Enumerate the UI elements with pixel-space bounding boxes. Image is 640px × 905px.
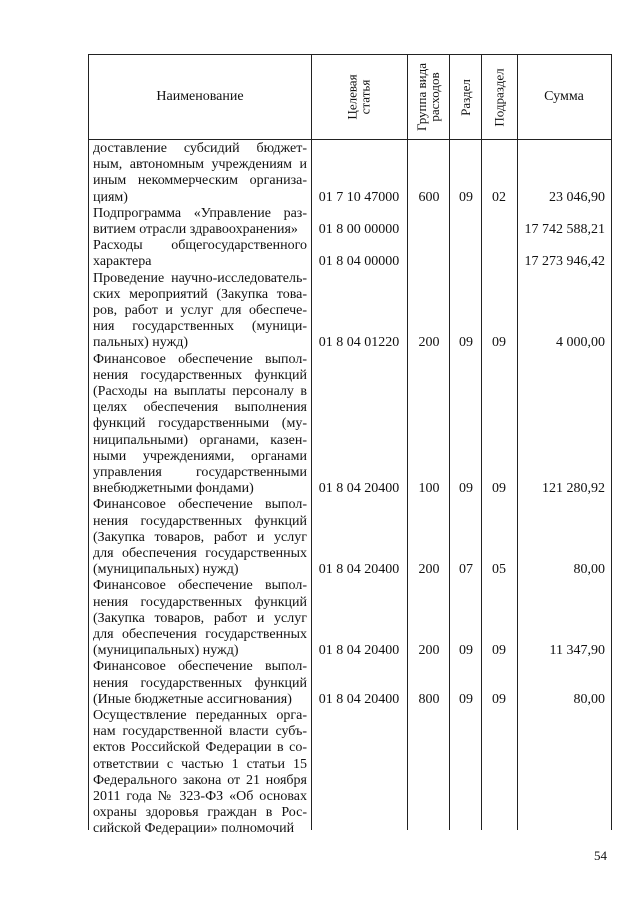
header-group-line: Группа вида (414, 63, 430, 131)
row-group: 800 (418, 691, 440, 707)
row-name-line: Подпрограмма «Управление раз- (93, 205, 307, 221)
row-name-line: Финансовое обеспечение выпол- (93, 578, 307, 594)
row-sum: 17 273 946,42 (524, 254, 605, 270)
row-name-line: ских мероприятий (Закупка това- (93, 286, 307, 302)
row-section: 09 (459, 481, 473, 497)
row-sum: 121 280,92 (542, 481, 605, 497)
header-name (89, 55, 311, 139)
row-code: 01 8 04 20400 (318, 562, 400, 578)
row-subsection: 09 (492, 335, 506, 351)
row-code: 01 8 04 20400 (318, 643, 400, 659)
row-name-line: ниципальными) органами, казен- (93, 432, 307, 448)
header-sum-label: Сумма (544, 89, 584, 104)
row-group: 600 (418, 189, 440, 205)
row-name-line: (муниципальных) нужд) (93, 643, 239, 659)
header-group-label (415, 63, 441, 131)
header-group-line: расходов (427, 72, 443, 122)
row-name (93, 352, 307, 498)
header-group (407, 55, 449, 139)
row-group: 200 (418, 643, 440, 659)
column-divider (407, 55, 408, 830)
row-name-line: ным, автономным учреждениям и (93, 157, 307, 173)
row-name-line: целях обеспечения выполнения (93, 400, 307, 416)
header-section (449, 55, 481, 139)
page-number: 54 (594, 848, 607, 863)
row-name-line: нам государственной власти субъ- (93, 724, 307, 740)
row-name-line: ными учреждениями, органами (93, 448, 307, 464)
row-name (93, 708, 307, 838)
header-subsection (481, 55, 517, 139)
row-name-line: Финансовое обеспечение выпол- (93, 659, 307, 675)
row-name-line: внебюджетными фондами) (93, 481, 254, 497)
row-section: 09 (459, 189, 473, 205)
header-sum (517, 55, 611, 139)
row-sum: 23 046,90 (549, 189, 605, 205)
row-name-line: (муниципальных) нужд) (93, 562, 239, 578)
row-subsection: 09 (492, 481, 506, 497)
row-name-line: Федерального закона от 21 ноября (93, 772, 307, 788)
row-name-line: (Закупка товаров, работ и услуг (93, 610, 307, 626)
row-name-line: ния государственных (муници- (93, 319, 307, 335)
row-name-line: управления государственными (93, 465, 307, 481)
row-name-line: функций государственными (му- (93, 416, 307, 432)
row-name (93, 141, 307, 206)
row-section: 09 (459, 335, 473, 351)
row-name-line: ответствии с частью 1 статьи 15 (93, 756, 307, 772)
row-sum: 80,00 (573, 691, 605, 707)
row-name (93, 238, 307, 270)
row-name-line: 2011 года № 323-ФЗ «Об основах (93, 789, 307, 805)
row-name-line: ров, работ и услуг для обеспече- (93, 303, 307, 318)
header-code-line: Целевая (344, 74, 360, 120)
row-name-line: нения государственных функций (93, 367, 307, 383)
row-subsection: 09 (492, 691, 506, 707)
row-group: 100 (418, 481, 440, 497)
row-group: 200 (418, 335, 440, 351)
row-code: 01 8 04 01220 (318, 335, 400, 351)
row-name-line: (Закупка товаров, работ и услуг (93, 529, 307, 545)
row-name-line: нения государственных функций (93, 513, 307, 529)
row-name-line: Проведение научно-исследователь- (93, 270, 307, 286)
row-group: 200 (418, 562, 440, 578)
header-subsection-label: Подраздел (491, 67, 507, 127)
row-name (93, 578, 307, 659)
column-divider (449, 55, 450, 830)
header-section-label: Раздел (457, 78, 473, 116)
row-name (93, 206, 307, 238)
row-name-line: Расходы общегосударственного (93, 238, 307, 254)
row-name (93, 271, 307, 352)
row-name-line: Осуществление переданных орга- (93, 708, 307, 723)
row-name-line: нения государственных функций (93, 594, 307, 610)
row-sum: 17 742 588,21 (524, 222, 605, 237)
row-name-line: (Расходы на выплаты персоналу в (93, 384, 307, 399)
column-divider (517, 55, 518, 830)
row-code: 01 8 04 20400 (318, 481, 400, 497)
row-name-line: охраны здоровья граждан в Рос- (93, 805, 307, 821)
row-sum: 80,00 (573, 562, 605, 578)
row-code: 01 8 04 20400 (318, 691, 400, 707)
row-section: 09 (459, 691, 473, 707)
row-name-line: витием отрасли здравоохранения» (93, 222, 298, 237)
row-sum: 4 000,00 (556, 335, 605, 351)
header-code (311, 55, 407, 139)
row-code: 01 7 10 47000 (318, 189, 400, 205)
row-name-line: для обеспечения государственных (93, 546, 307, 561)
row-subsection: 05 (492, 562, 506, 578)
row-sum: 11 347,90 (549, 643, 605, 659)
row-subsection: 09 (492, 643, 506, 659)
row-name (93, 497, 307, 578)
row-name-line: пальных) нужд) (93, 335, 189, 351)
row-name (93, 659, 307, 708)
row-name-line: циям) (93, 189, 128, 205)
row-name-line: доставление субсидий бюджет- (93, 141, 307, 156)
row-code: 01 8 04 00000 (318, 254, 400, 270)
row-name-line: Финансовое обеспечение выпол- (93, 351, 307, 367)
row-name-line: ектов Российской Федерации в со- (93, 740, 307, 756)
column-divider (311, 55, 312, 830)
row-section: 07 (459, 562, 473, 578)
row-name-line: сийской Федерации» полномочий (93, 821, 295, 837)
row-name-line: иным некоммерческим организа- (93, 173, 307, 189)
header-name-label: Наименование (156, 89, 244, 104)
row-name-line: Финансовое обеспечение выпол- (93, 497, 307, 513)
column-divider (481, 55, 482, 830)
row-name-line: для обеспечения государственных (93, 627, 307, 642)
header-divider (89, 139, 611, 140)
row-subsection: 02 (492, 189, 506, 205)
row-name-line: характера (93, 254, 152, 270)
row-name-line: (Иные бюджетные ассигнования) (93, 691, 292, 707)
row-section: 09 (459, 643, 473, 659)
row-name-line: нения государственных функций (93, 675, 307, 691)
budget-table (88, 54, 612, 837)
header-code-line: статья (357, 79, 373, 115)
header-code-label (346, 74, 372, 119)
row-code: 01 8 00 00000 (318, 222, 400, 237)
